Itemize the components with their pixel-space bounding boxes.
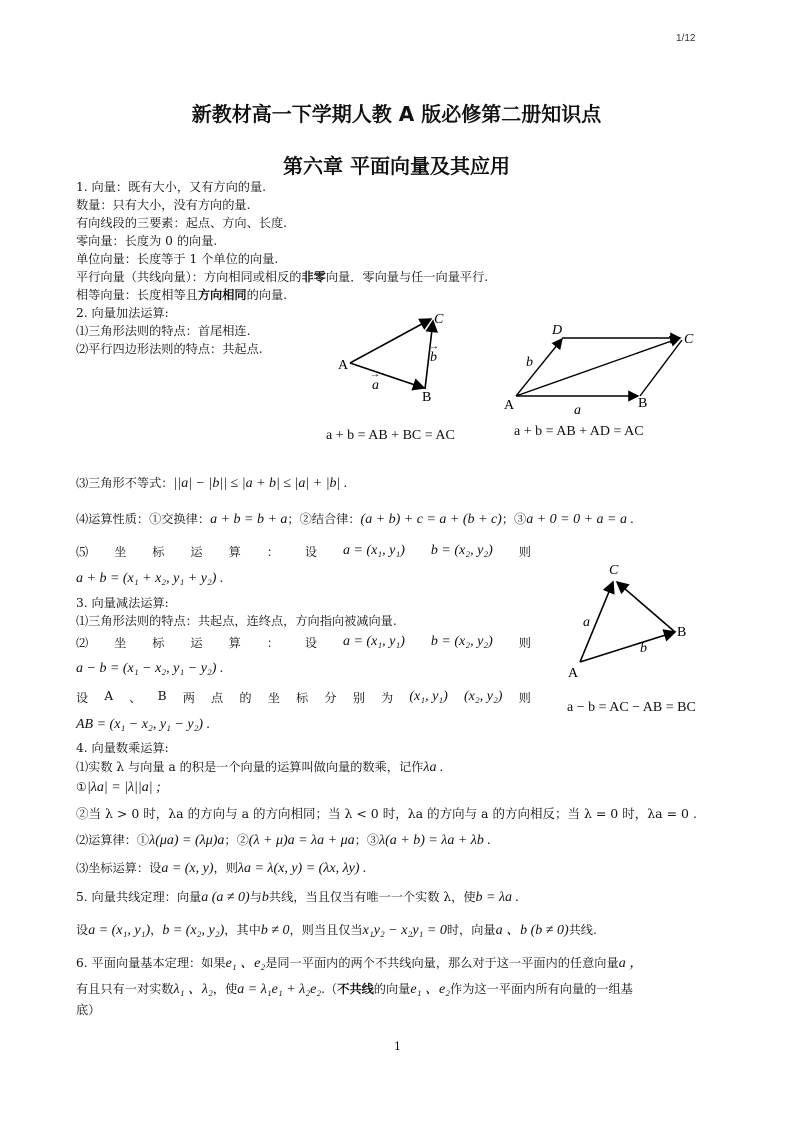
fig1-label-b-point: B	[422, 390, 432, 405]
sec2-line2: ⑵平行四边形法则的特点：共起点.	[76, 342, 263, 356]
sec4-line5: ⑶坐标运算：设a = (x, y)，则λa = λ(x, y) = (λx, λy) .	[76, 861, 367, 876]
sec6-line1: 6. 平面向量基本定理：如果e₁ 、e₂是同一平面内的两个不共线向量，那么对于这一平面内的任意向量a ，	[76, 956, 644, 971]
fig1-label-a-point: A	[338, 358, 349, 373]
sec2-heading: 2. 向量加法运算:	[76, 306, 169, 320]
page-counter: 1/12	[676, 33, 696, 44]
sec4-line1: ⑴实数 λ 与向量 a 的积是一个向量的运算叫做向量的数乘，记作λa .	[76, 760, 444, 775]
sec3-line1: ⑴三角形法则的特点：共起点，连终点，方向指向被减向量.	[76, 614, 397, 628]
sec1-line3: 有向线段的三要素：起点、方向、长度.	[76, 216, 288, 230]
fig2-caption: a + b = AB + AD = AC	[514, 424, 644, 439]
fig2-label-a-point: A	[504, 398, 515, 413]
fig1-label-c-point: C	[434, 312, 444, 327]
fig3-label-c-point: C	[609, 563, 619, 578]
fig2-vector-ac	[516, 338, 680, 396]
fig2-label-c-point: C	[684, 332, 694, 347]
sec6-line2: 有且只有一对实数λ₁ 、λ₂，使a = λ₁e₁ + λ₂e₂.（不共线的向量e₁ 、e₂作为这一平面内所有向量的一组基	[76, 982, 633, 997]
sec3-line2: ⑵ 坐 标 运 算 ： 设 a = (x₁, y₁) b = (x₂, y₂) 则	[76, 634, 531, 650]
sec2-line3: ⑶三角形不等式：||a| − |b|| ≤ |a + b| ≤ |a| + |b| .	[76, 476, 348, 491]
sec1-line6: 平行向量（共线向量）：方向相同或相反的非零向量．零向量与任一向量平行.	[76, 270, 489, 284]
fig3-label-a-point: A	[568, 666, 579, 681]
figure-triangle-subtraction	[565, 560, 705, 680]
sec5-line1: 5. 向量共线定理：向量a (a ≠ 0)与b共线，当且仅当有唯一一个实数 λ，使b = λa .	[76, 890, 520, 905]
sec2-line1: ⑴三角形法则的特点：首尾相连.	[76, 324, 251, 338]
fig1-label-vec-a: a	[372, 378, 379, 393]
fig3-vector-bc	[617, 582, 675, 632]
fig3-caption: a − b = AC − AB = BC	[567, 700, 696, 715]
sec4-line2: ①|λa| = |λ||a| ;	[76, 780, 161, 795]
fig2-label-d-point: D	[552, 323, 563, 338]
sec2-line4: ⑷运算性质：①交换律：a + b = b + a；②结合律：(a + b) + c = a + (b + c)；③a + 0 = 0 + a = a .	[76, 512, 635, 527]
sec2-line5-result: a + b = (x₁ + x₂, y₁ + y₂) .	[76, 571, 224, 586]
figure-parallelogram-addition	[500, 318, 710, 418]
page-number: 1	[394, 1040, 401, 1053]
sec2-line5: ⑸ 坐 标 运 算 ： 设 a = (x₁, y₁) b = (x₂, y₂) 则	[76, 543, 531, 559]
fig1-arrow-mark-b: →	[429, 341, 439, 352]
sec1-line2: 数量：只有大小，没有方向的量.	[76, 198, 251, 212]
sec3-line3-result: AB = (x₁ − x₂, y₁ − y₂) .	[76, 717, 211, 732]
sec4-line4: ⑵运算律：①λ(μa) = (λμ)a；②(λ + μ)a = λa + μa；③λ(a + b) = λa + λb .	[76, 833, 491, 848]
fig1-label-vec-b: b	[430, 350, 437, 365]
sec1-line5: 单位向量：长度等于 1 个单位的向量.	[76, 252, 279, 266]
fig1-caption: a + b = AB + BC = AC	[326, 428, 455, 443]
fig1-arrow-mark-a: →	[370, 369, 380, 380]
fig3-vector-ab	[580, 632, 675, 662]
sec3-heading: 3. 向量减法运算:	[76, 596, 169, 610]
sec5-line2: 设a = (x₁, y₁)，b = (x₂, y₂)，其中b ≠ 0，则当且仅当x₁y₂ − x₂y₁ = 0时，向量a 、b (b ≠ 0)共线.	[76, 923, 597, 938]
fig2-side-bc	[640, 340, 682, 396]
sec4-line3: ②当 λ > 0 时，λa 的方向与 a 的方向相同；当 λ < 0 时，λa 的方向与 a 的方向相反；当 λ = 0 时，λa = 0 .	[76, 806, 697, 821]
chapter-title: 第六章 平面向量及其应用	[283, 154, 510, 178]
fig3-label-b-point: B	[677, 625, 687, 640]
sec1-line4: 零向量：长度为 0 的向量.	[76, 234, 218, 248]
sec1-line1: 1. 向量：既有大小，又有方向的量.	[76, 180, 267, 194]
fig1-vector-ac	[350, 319, 431, 363]
fig2-label-vec-a: a	[574, 403, 581, 418]
sec3-line2-result: a − b = (x₁ − x₂, y₁ − y₂) .	[76, 661, 224, 676]
fig2-label-b-point: B	[638, 396, 648, 411]
fig1-vector-ab	[350, 363, 424, 388]
fig3-label-vec-b: b	[640, 641, 647, 656]
sec4-heading: 4. 向量数乘运算:	[76, 741, 169, 755]
fig2-label-vec-b: b	[526, 355, 533, 370]
fig3-label-vec-a: a	[583, 615, 590, 630]
document-title: 新教材高一下学期人教 A 版必修第二册知识点	[191, 102, 602, 126]
figure-triangle-addition	[330, 305, 480, 405]
sec3-line3: 设 A 、 B 两 点 的 坐 标 分 别 为 (x₁, y₁) (x₂, y₂) 则	[76, 689, 531, 705]
sec6-line3: 底）	[76, 1003, 101, 1017]
sec1-line7: 相等向量：长度相等且方向相同的向量.	[76, 288, 288, 302]
